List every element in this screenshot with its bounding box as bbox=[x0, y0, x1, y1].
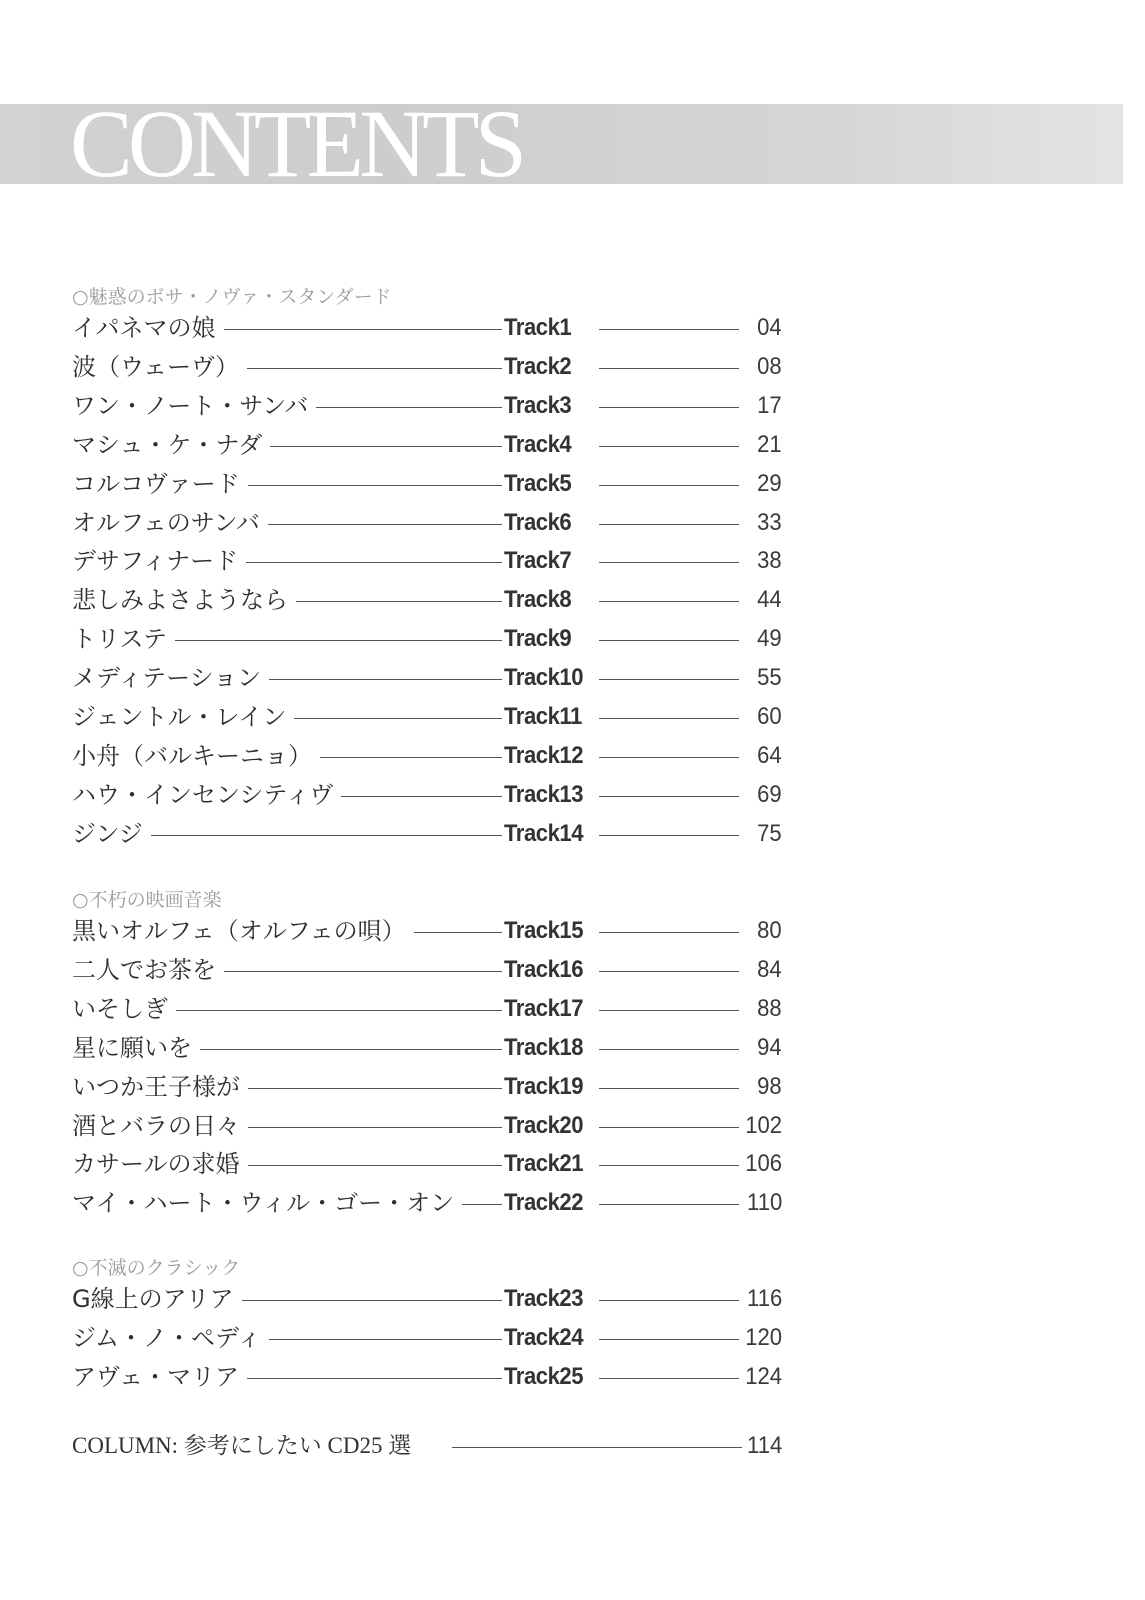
song-title: いつか王子様が bbox=[72, 1071, 248, 1103]
track-number: Track4 bbox=[504, 429, 571, 461]
page-title: CONTENTS bbox=[70, 90, 523, 197]
toc-entry[interactable] bbox=[72, 507, 792, 543]
leader-line bbox=[599, 1204, 739, 1205]
toc-entry[interactable] bbox=[72, 701, 792, 737]
song-title: 小舟（バルキーニョ） bbox=[72, 740, 320, 772]
page-number: 88 bbox=[756, 993, 782, 1025]
track-number: Track18 bbox=[504, 1032, 583, 1064]
toc-entry[interactable] bbox=[72, 779, 792, 815]
page-number: 94 bbox=[756, 1032, 782, 1064]
song-title: 酒とバラの日々 bbox=[72, 1110, 248, 1142]
toc-entry[interactable] bbox=[72, 623, 792, 659]
track-number: Track20 bbox=[504, 1110, 583, 1142]
song-title: 星に願いを bbox=[72, 1032, 200, 1064]
section-heading: ○不滅のクラシック bbox=[72, 1257, 241, 1279]
column-entry[interactable] bbox=[72, 1430, 792, 1466]
page-number: 60 bbox=[756, 701, 782, 733]
toc-entry[interactable] bbox=[72, 818, 792, 854]
toc-entry[interactable] bbox=[72, 545, 792, 581]
track-number: Track25 bbox=[504, 1361, 583, 1393]
song-title: 二人でお茶を bbox=[72, 954, 224, 986]
song-title: カサールの求婚 bbox=[72, 1148, 248, 1180]
toc-entry[interactable] bbox=[72, 390, 792, 426]
page-number: 116 bbox=[745, 1283, 782, 1315]
toc-entry[interactable] bbox=[72, 740, 792, 776]
toc-entry[interactable] bbox=[72, 915, 792, 951]
song-title: 波（ウェーヴ） bbox=[72, 351, 247, 383]
page-number: 44 bbox=[756, 584, 782, 616]
leader-line bbox=[599, 1378, 739, 1379]
toc-entry[interactable] bbox=[72, 1148, 792, 1184]
song-title: いそしぎ bbox=[72, 993, 176, 1025]
track-number: Track21 bbox=[504, 1148, 583, 1180]
toc-entry[interactable] bbox=[72, 1110, 792, 1146]
page-number: 110 bbox=[745, 1187, 782, 1219]
page-number: 33 bbox=[756, 507, 782, 539]
section-heading: ○不朽の映画音楽 bbox=[72, 889, 222, 911]
page-number: 55 bbox=[756, 662, 782, 694]
toc-entry[interactable] bbox=[72, 429, 792, 465]
page-number: 102 bbox=[743, 1110, 782, 1142]
toc-entry[interactable] bbox=[72, 1283, 792, 1319]
song-title: トリステ bbox=[72, 623, 175, 655]
song-title: ジェントル・レイン bbox=[72, 701, 294, 733]
page-number: 38 bbox=[756, 545, 782, 577]
leader-line bbox=[599, 679, 739, 680]
toc-entry[interactable] bbox=[72, 662, 792, 698]
leader-line bbox=[599, 932, 739, 933]
toc-entry[interactable] bbox=[72, 1322, 792, 1358]
leader-line bbox=[599, 524, 739, 525]
leader-line bbox=[599, 1165, 739, 1166]
toc-entry[interactable] bbox=[72, 1187, 792, 1223]
column-page-number: 114 bbox=[747, 1430, 782, 1462]
page-number: 49 bbox=[756, 623, 782, 655]
track-number: Track22 bbox=[504, 1187, 583, 1219]
leader-line bbox=[452, 1447, 742, 1448]
track-number: Track13 bbox=[504, 779, 583, 811]
leader-line bbox=[599, 835, 739, 836]
leader-line bbox=[599, 718, 739, 719]
track-number: Track19 bbox=[504, 1071, 583, 1103]
page-number: 98 bbox=[756, 1071, 782, 1103]
song-title: ジム・ノ・ペディ bbox=[72, 1322, 269, 1354]
song-title: マシュ・ケ・ナダ bbox=[72, 429, 270, 461]
toc-entry[interactable] bbox=[72, 954, 792, 990]
leader-line bbox=[599, 1010, 739, 1011]
leader-line bbox=[599, 562, 739, 563]
track-number: Track23 bbox=[504, 1283, 583, 1315]
page-number: 75 bbox=[756, 818, 782, 850]
leader-line bbox=[599, 446, 739, 447]
leader-line bbox=[599, 329, 739, 330]
track-number: Track15 bbox=[504, 915, 583, 947]
page-number: 04 bbox=[756, 312, 782, 344]
leader-line bbox=[599, 971, 739, 972]
toc-entry[interactable] bbox=[72, 468, 792, 504]
track-number: Track7 bbox=[504, 545, 571, 577]
song-title: アヴェ・マリア bbox=[72, 1361, 247, 1393]
leader-line bbox=[599, 485, 739, 486]
song-title: オルフェのサンバ bbox=[72, 507, 268, 539]
track-number: Track2 bbox=[504, 351, 571, 383]
toc-entry[interactable] bbox=[72, 1071, 792, 1107]
page-number: 64 bbox=[756, 740, 782, 772]
song-title: ワン・ノート・サンバ bbox=[72, 390, 316, 422]
song-title: メディテーション bbox=[72, 662, 269, 694]
leader-line bbox=[599, 1300, 739, 1301]
track-number: Track11 bbox=[504, 701, 582, 733]
track-number: Track17 bbox=[504, 993, 583, 1025]
page-number: 106 bbox=[743, 1148, 782, 1180]
toc-entry[interactable] bbox=[72, 584, 792, 620]
track-number: Track5 bbox=[504, 468, 571, 500]
page-number: 17 bbox=[756, 390, 782, 422]
song-title: G線上のアリア bbox=[72, 1283, 242, 1315]
song-title: ハウ・インセンシティヴ bbox=[72, 779, 341, 811]
leader-line bbox=[599, 640, 739, 641]
song-title: コルコヴァード bbox=[72, 468, 248, 500]
track-number: Track3 bbox=[504, 390, 571, 422]
leader-line bbox=[599, 601, 739, 602]
track-number: Track6 bbox=[504, 507, 571, 539]
toc-entry[interactable] bbox=[72, 312, 792, 348]
leader-line bbox=[599, 1339, 739, 1340]
song-title: 悲しみよさようなら bbox=[72, 584, 296, 616]
page-number: 29 bbox=[756, 468, 782, 500]
page-number: 124 bbox=[743, 1361, 782, 1393]
section-heading: ○魅惑のボサ・ノヴァ・スタンダード bbox=[72, 286, 392, 308]
track-number: Track12 bbox=[504, 740, 583, 772]
leader-line bbox=[599, 1049, 739, 1050]
track-number: Track8 bbox=[504, 584, 571, 616]
track-number: Track10 bbox=[504, 662, 583, 694]
song-title: ジンジ bbox=[72, 818, 151, 850]
leader-line bbox=[599, 368, 739, 369]
track-number: Track24 bbox=[504, 1322, 583, 1354]
page-number: 84 bbox=[756, 954, 782, 986]
column-title: COLUMN: 参考にしたい CD25 選 bbox=[72, 1430, 421, 1462]
page-number: 21 bbox=[756, 429, 782, 461]
track-number: Track9 bbox=[504, 623, 571, 655]
song-title: イパネマの娘 bbox=[72, 312, 224, 344]
page-number: 08 bbox=[756, 351, 782, 383]
leader-line bbox=[599, 407, 739, 408]
track-number: Track1 bbox=[504, 312, 571, 344]
toc-entry[interactable] bbox=[72, 1361, 792, 1397]
track-number: Track14 bbox=[504, 818, 583, 850]
leader-line bbox=[599, 1088, 739, 1089]
page-number: 120 bbox=[743, 1322, 782, 1354]
song-title: デサフィナード bbox=[72, 545, 246, 577]
page-number: 80 bbox=[756, 915, 782, 947]
leader-line bbox=[599, 757, 739, 758]
toc-entry[interactable] bbox=[72, 993, 792, 1029]
toc-entry[interactable] bbox=[72, 351, 792, 387]
leader-line bbox=[599, 796, 739, 797]
leader-line bbox=[599, 1127, 739, 1128]
song-title: マイ・ハート・ウィル・ゴー・オン bbox=[72, 1187, 462, 1219]
track-number: Track16 bbox=[504, 954, 583, 986]
song-title: 黒いオルフェ（オルフェの唄） bbox=[72, 915, 414, 947]
page-number: 69 bbox=[756, 779, 782, 811]
toc-entry[interactable] bbox=[72, 1032, 792, 1068]
